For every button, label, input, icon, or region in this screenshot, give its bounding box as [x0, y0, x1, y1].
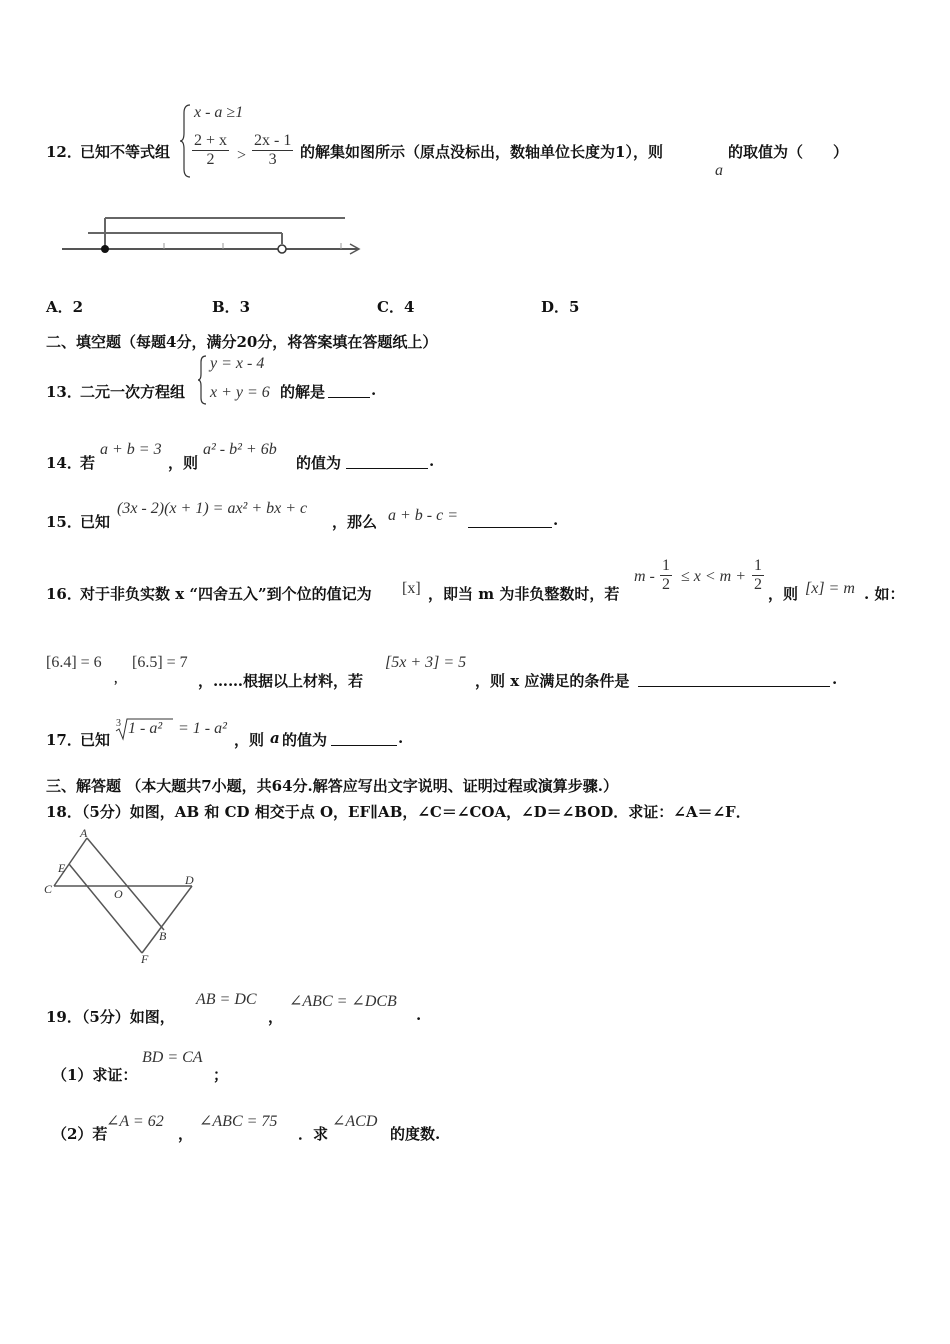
q12-frac2-num: 2x - 1: [254, 132, 292, 149]
q15-end: .: [553, 511, 559, 529]
q15-equation: (3x - 2)(x + 1) = ax² + bx + c: [117, 500, 308, 517]
q19-part2-c: ∠ACD: [332, 1113, 378, 1130]
q16-line2-post: ，则 x 应满足的条件是: [475, 672, 630, 690]
q16-half-1-num: 1: [662, 557, 670, 574]
q13-pre: 二元一次方程组: [80, 383, 186, 401]
q14-post: 的值为: [296, 454, 342, 472]
q12-pre: 已知不等式组: [80, 143, 171, 161]
q13-number: 13．: [46, 383, 82, 401]
q14-mid: ，则: [168, 454, 199, 472]
q19-cond2: ∠ABC = ∠DCB: [289, 993, 397, 1010]
q17-mid: ，则: [234, 731, 265, 749]
q19-part2-end: 的度数.: [390, 1125, 441, 1143]
q19-end: .: [416, 1006, 422, 1024]
q16-half-2: [752, 557, 764, 594]
q12-option-b[interactable]: B．3: [212, 298, 251, 316]
q17-answer-blank[interactable]: [331, 744, 397, 746]
q17-pre: 已知: [80, 731, 111, 749]
label-d: D: [185, 873, 194, 887]
q16-line1-pre: 对于非负实数 x “四舍五入”到个位的值记为: [80, 585, 372, 603]
q12-frac2-den: 3: [268, 151, 277, 168]
q15-answer-blank[interactable]: [468, 526, 552, 528]
label-c: C: [44, 882, 53, 896]
q16-ineq-mid: ≤ x < m +: [681, 568, 747, 585]
q12-number: 12．: [46, 143, 82, 161]
q19-head: 19．（5分）如图，: [46, 1008, 175, 1026]
q19-part2-comma: ，: [178, 1125, 194, 1143]
q19-part2-a: ∠A = 62: [106, 1113, 164, 1130]
number-line-figure: [58, 210, 368, 262]
q16-line1-mid: ，即当 m 为非负整数时，若: [428, 585, 620, 603]
q13-post: 的解是: [280, 383, 326, 401]
q13-end: .: [371, 381, 377, 399]
q12-sys-line1: x - a ≥1: [194, 104, 244, 121]
q12-option-c[interactable]: C．4: [377, 298, 415, 316]
q14-expr: a² - b² + 6b: [203, 441, 277, 458]
q15-expr: a + b - c =: [388, 507, 459, 524]
q16-half-2-num: 1: [754, 557, 762, 574]
q12-option-a[interactable]: A．2: [46, 298, 84, 316]
open-dot: [278, 245, 286, 253]
q16-line1-mid2: ，则: [768, 585, 799, 603]
label-b: B: [159, 929, 167, 943]
q14-end: .: [429, 452, 435, 470]
solid-dot: [101, 245, 109, 253]
q19-part2-b: ∠ABC = 75: [199, 1113, 278, 1130]
q16-example-2: [6.5] = 7: [132, 654, 188, 671]
q14-number: 14．: [46, 454, 82, 472]
q13-eq2: x + y = 6: [210, 384, 270, 401]
q12-frac2: [252, 132, 293, 169]
q12-frac1: [192, 132, 229, 169]
q18-geometry-figure: [42, 826, 212, 966]
q13-brace: [198, 354, 208, 406]
q16-result: [x] = m: [805, 580, 855, 597]
system-brace: [180, 103, 192, 179]
q19-comma: ，: [268, 1008, 284, 1026]
q12-frac1-num: 2 + x: [194, 132, 228, 149]
q15-mid: ，那么: [332, 513, 378, 531]
q16-half-1: [660, 557, 672, 594]
q17-post: 的值为: [282, 731, 328, 749]
q16-half-2-den: 2: [754, 576, 762, 593]
q15-number: 15．: [46, 513, 82, 531]
label-o: O: [114, 887, 123, 901]
q17-rhs: = 1 - a²: [178, 720, 227, 737]
q15-pre: 已知: [80, 513, 111, 531]
q12-post: 的解集如图所示（原点没标出，数轴单位长度为1），则: [300, 143, 663, 161]
q16-symbol: [x]: [402, 580, 421, 597]
label-a: A: [80, 826, 88, 840]
q16-condition: [5x + 3] = 5: [385, 654, 467, 671]
segment-ab: [87, 838, 164, 930]
q16-comma-1: ，: [114, 672, 125, 685]
label-f: F: [141, 952, 149, 966]
q12-option-d[interactable]: D．5: [541, 298, 580, 316]
q17-radicand: 1 - a²: [128, 720, 163, 737]
segment-ef: [69, 864, 142, 953]
q19-cond1: AB = DC: [196, 991, 257, 1008]
q16-half-1-den: 2: [662, 576, 670, 593]
q17-root-index: 3: [116, 718, 121, 729]
q18-text: 18．（5分）如图，AB 和 CD 相交于点 O，EF∥AB，∠C＝∠COA，∠D＝∠BOD．求证：∠A＝∠F．: [46, 803, 751, 821]
q16-example-1: [6.4] = 6: [46, 654, 102, 671]
q14-condition: a + b = 3: [100, 441, 162, 458]
q16-end: .: [832, 670, 838, 688]
q19-part1-expr: BD = CA: [142, 1049, 203, 1066]
q16-number: 16．: [46, 585, 82, 603]
section-3-heading: 三、解答题 （本大题共7小题，共64分.解答应写出文字说明、证明过程或演算步骤.）: [46, 777, 618, 795]
section-2-heading: 二、填空题（每题4分，满分20分，将答案填在答题纸上）: [46, 333, 438, 351]
q14-pre: 若: [80, 454, 96, 472]
q19-part2-pre: （2）若: [52, 1125, 108, 1143]
q13-answer-blank[interactable]: [328, 396, 370, 398]
label-e: E: [58, 861, 66, 875]
q12-post2: 的取值为（ ）: [728, 143, 849, 161]
q16-line2-mid: ，……根据以上材料，若: [198, 672, 364, 690]
q19-part2-mid: ．求: [298, 1125, 329, 1143]
q12-gt: >: [237, 147, 247, 164]
segment-fd: [142, 886, 192, 953]
q12-var-a: a: [715, 162, 723, 179]
q19-part1-end: ；: [213, 1066, 229, 1084]
q12-frac1-den: 2: [206, 151, 215, 168]
q17-var-a: a: [270, 729, 280, 747]
q16-answer-blank[interactable]: [638, 685, 830, 687]
q14-answer-blank[interactable]: [346, 467, 428, 469]
q13-eq1: y = x - 4: [210, 355, 265, 372]
q16-ineq-left: m -: [634, 568, 655, 585]
q16-line1-end: . 如：: [864, 585, 905, 603]
q17-number: 17．: [46, 731, 82, 749]
q17-end: .: [398, 729, 404, 747]
q19-part1-pre: （1）求证：: [52, 1066, 138, 1084]
